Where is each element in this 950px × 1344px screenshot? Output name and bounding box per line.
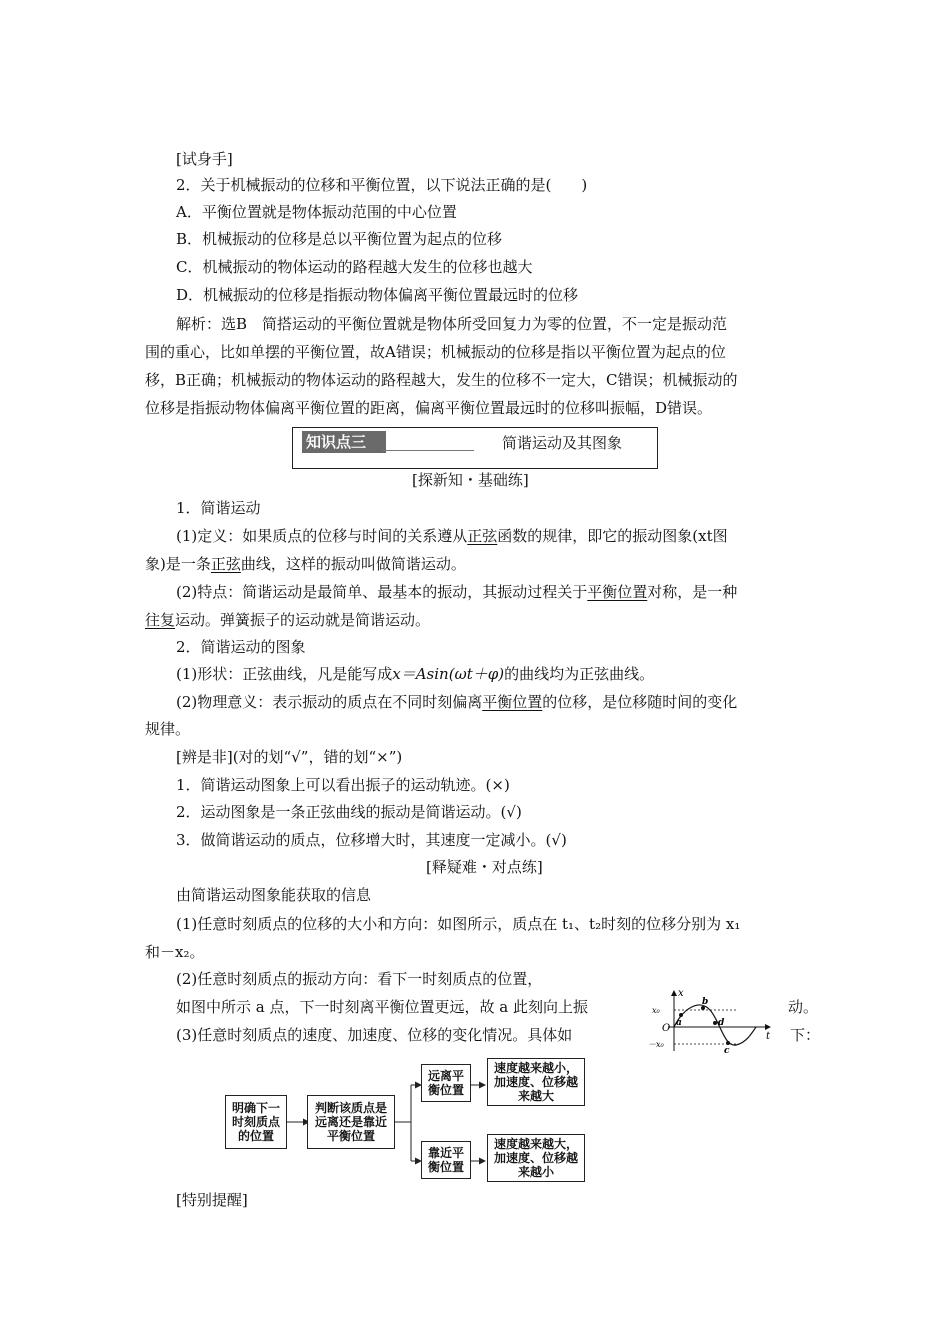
origin-label: O: [662, 1023, 671, 1034]
vibration-graph: [648, 985, 778, 1057]
analysis-line-4: 位移是指振动物体偏离平衡位置的距离，偏离平衡位置最远时的位移叫振幅，D错误。: [145, 399, 713, 417]
analysis-line-2: 围的重心，比如单摆的平衡位置，故A错误；机械振动的位移是指以平衡位置为起点的位: [145, 343, 726, 361]
point-d: [713, 1021, 717, 1025]
s1-title: 1．简谐运动: [176, 499, 261, 517]
info-1-line-2: 和－x₂。: [145, 943, 205, 961]
flow-far-result-box: 速度越来越小，加速度、位移越来越大: [487, 1058, 585, 1106]
s2-title: 2．简谐运动的图象: [176, 638, 306, 656]
info-2-line-1: (2)任意时刻质点的振动方向：看下一时刻质点的位置，: [176, 970, 543, 988]
judge-header: [辨是非](对的划“√”，错的划“×”): [176, 748, 403, 766]
x0-label: x₀: [652, 1006, 660, 1015]
section-new-header: [探新知・基础练]: [412, 471, 529, 489]
point-c-label: c: [724, 1046, 730, 1056]
info-title: 由简谐运动图象能获取的信息: [176, 886, 372, 904]
x-axis-label: x: [678, 988, 684, 999]
point-a: [679, 1013, 683, 1017]
knowledge-divider: [382, 450, 474, 451]
info-3-tail: 下：: [790, 1026, 821, 1044]
flow-judge-box: 判断该质点是远离还是靠近平衡位置: [307, 1095, 395, 1149]
flow-start-box: 明确下一时刻质点的位置: [225, 1095, 287, 1149]
special-tip: [特别提醒]: [176, 1191, 248, 1209]
t-axis-label: t: [766, 1031, 771, 1042]
knowledge-title: 简谐运动及其图象: [502, 434, 623, 452]
judge-item-1: 1．简谐运动图象上可以看出振子的运动轨迹。(×): [176, 776, 510, 794]
info-1-line-1: (1)任意时刻质点的位移的大小和方向：如图所示，质点在 t₁、t₂时刻的位移分别为 x₁: [176, 915, 741, 933]
option-a: A．平衡位置就是物体振动范围的中心位置: [176, 203, 457, 221]
knowledge-tag: 知识点三: [302, 431, 386, 453]
flow-near-result-box: 速度越来越大，加速度、位移越来越小: [487, 1134, 585, 1182]
practice-header: [试身手]: [176, 150, 233, 168]
definition-line-2: 象)是一条正弦曲线，这样的振动叫做简谐运动。: [145, 555, 466, 573]
feature-line-1: (2)特点：简谐运动是最简单、最基本的振动，其振动过程关于平衡位置对称，是一种: [176, 583, 738, 601]
sine-curve: [674, 1005, 756, 1045]
option-d: D．机械振动的位移是指振动物体偏离平衡位置最远时的位移: [176, 286, 579, 304]
question-text: 2．关于机械振动的位移和平衡位置，以下说法正确的是( ): [176, 176, 588, 194]
analysis-line-3: 移，B正确；机械振动的物体运动的路程越大，发生的位移不一定大，C错误；机械振动的: [145, 371, 738, 389]
judge-item-2: 2．运动图象是一条正弦曲线的振动是简谐运动。(√): [176, 803, 522, 821]
judge-item-3: 3．做简谐运动的质点，位移增大时，其速度一定减小。(√): [176, 831, 567, 849]
analysis-line-1: 解析：选B 简搭运动的平衡位置就是物体所受回复力为零的位置，不一定是振动范: [176, 315, 728, 333]
definition-line-1: (1)定义：如果质点的位移与时间的关系遵从正弦函数的规律，即它的振动图象(xt图: [176, 527, 728, 545]
point-d-label: d: [718, 1018, 725, 1028]
info-3-line: (3)任意时刻质点的速度、加速度、位移的变化情况。具体如: [176, 1026, 573, 1044]
point-b-label: b: [702, 997, 709, 1007]
flow-near-box: 靠近平衡位置: [421, 1141, 471, 1179]
meaning-line-2: 规律。: [145, 720, 191, 738]
info-2-tail: 动。: [788, 998, 819, 1016]
option-c: C．机械振动的物体运动的路程越大发生的位移也越大: [176, 258, 533, 276]
flow-far-box: 远离平衡位置: [421, 1064, 471, 1102]
option-b: B．机械振动的位移是总以平衡位置为起点的位移: [176, 230, 503, 248]
section-doubt-header: [释疑难・对点练]: [426, 858, 543, 876]
point-c: [726, 1041, 730, 1045]
neg-x0-label: －x₀: [648, 1040, 664, 1049]
point-a-label: a: [676, 1018, 682, 1028]
shape-line: (1)形状：正弦曲线，凡是能写成x＝Asin(ωt＋φ)的曲线均为正弦曲线。: [176, 665, 655, 683]
feature-line-2: 往复运动。弹簧振子的运动就是简谐运动。: [145, 611, 431, 629]
info-2-line-2: 如图中所示 a 点，下一时刻离平衡位置更远，故 a 此刻向上振: [176, 998, 588, 1016]
meaning-line-1: (2)物理意义：表示振动的质点在不同时刻偏离平衡位置的位移，是位移随时间的变化: [176, 693, 738, 711]
